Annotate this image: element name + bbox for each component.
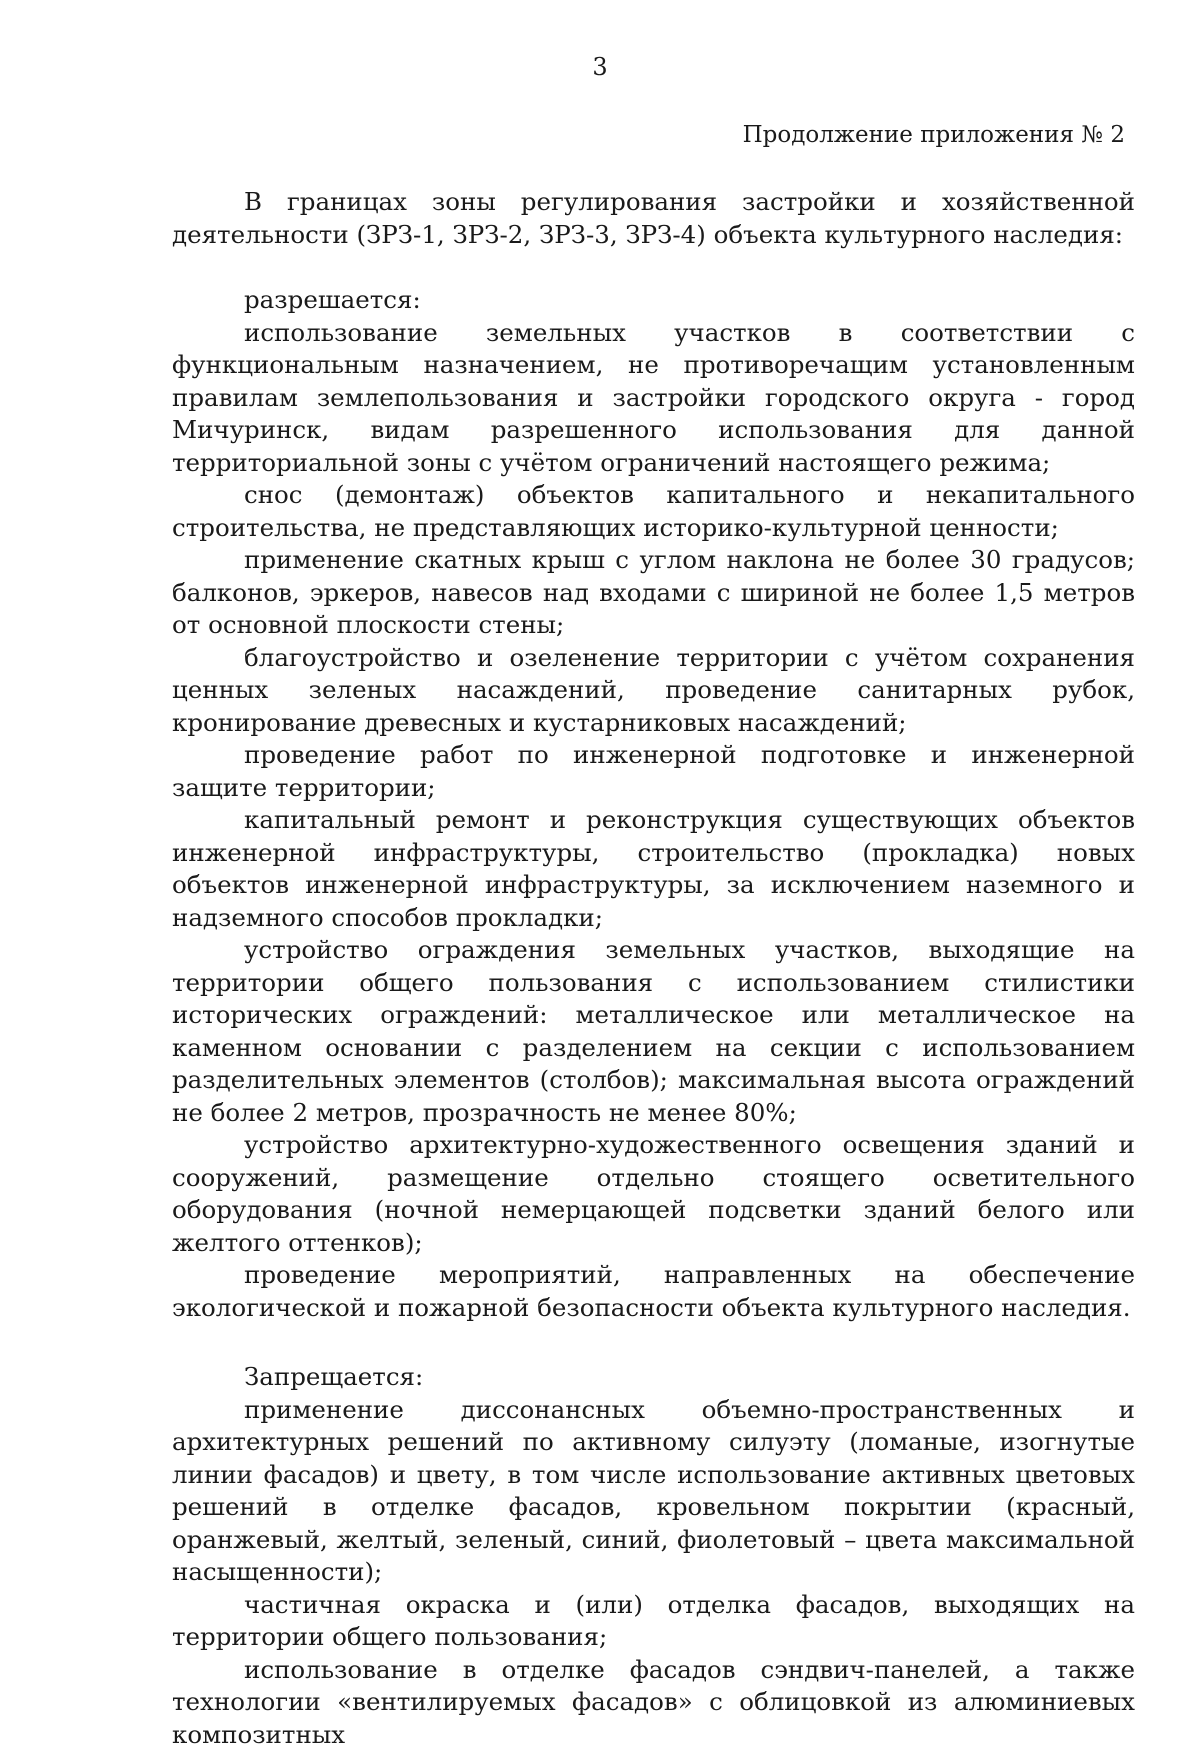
forbidden-item: частичная окраска и (или) отделка фасадов, выходящих на территории общего пользования;: [172, 1589, 1135, 1654]
allowed-item: применение скатных крыш с углом наклона не более 30 градусов; балконов, эркеров, навесов над входами с шириной не более 1,5 метров от основной плоскости стены;: [172, 544, 1135, 642]
allowed-item: капитальный ремонт и реконструкция существующих объектов инженерной инфраструктуры, строительство (прокладка) новых объектов инженерной инфраструктуры, за исключением наземного и надземного способов прокладки;: [172, 804, 1135, 934]
annex-continuation-note: Продолжение приложения № 2: [743, 120, 1125, 150]
allowed-item: использование земельных участков в соответствии с функциональным назначением, не противоречащим установленным правилам землепользования и застройки городского округа - город Мичуринск, видам разрешенного использования для данной территориальной зоны с учётом ограничений настоящего режима;: [172, 317, 1135, 480]
allowed-heading: разрешается:: [172, 284, 1135, 317]
page-number: 3: [0, 52, 1200, 82]
forbidden-item: использование в отделке фасадов сэндвич-панелей, а также технологии «вентилируемых фасадов» с облицовкой из алюминиевых композитных: [172, 1654, 1135, 1751]
intro-paragraph: В границах зоны регулирования застройки и хозяйственной деятельности (ЗРЗ-1, ЗРЗ-2, ЗРЗ-3, ЗРЗ-4) объекта культурного наследия:: [172, 186, 1135, 251]
document-body: [172, 186, 1135, 1751]
forbidden-heading: Запрещается:: [172, 1361, 1135, 1394]
allowed-item: устройство ограждения земельных участков, выходящие на территории общего пользования с использованием стилистики исторических ограждений: металлическое или металлическое на каменном основании с разделением на секции с использованием разделительных элементов (столбов); максимальная высота ограждений не более 2 метров, прозрачность не менее 80%;: [172, 934, 1135, 1129]
allowed-item: устройство архитектурно-художественного освещения зданий и сооружений, размещение отдельно стоящего осветительного оборудования (ночной немерцающей подсветки зданий белого или желтого оттенков);: [172, 1129, 1135, 1259]
allowed-item: проведение мероприятий, направленных на обеспечение экологической и пожарной безопасности объекта культурного наследия.: [172, 1259, 1135, 1324]
allowed-item: благоустройство и озеленение территории с учётом сохранения ценных зеленых насаждений, проведение санитарных рубок, кронирование древесных и кустарниковых насаждений;: [172, 642, 1135, 740]
allowed-item: проведение работ по инженерной подготовке и инженерной защите территории;: [172, 739, 1135, 804]
allowed-item: снос (демонтаж) объектов капитального и некапитального строительства, не представляющих историко-культурной ценности;: [172, 479, 1135, 544]
forbidden-item: применение диссонансных объемно-пространственных и архитектурных решений по активному силуэту (ломаные, изогнутые линии фасадов) и цвету, в том числе использование активных цветовых решений в отделке фасадов, кровельном покрытии (красный, оранжевый, желтый, зеленый, синий, фиолетовый – цвета максимальной насыщенности);: [172, 1394, 1135, 1589]
